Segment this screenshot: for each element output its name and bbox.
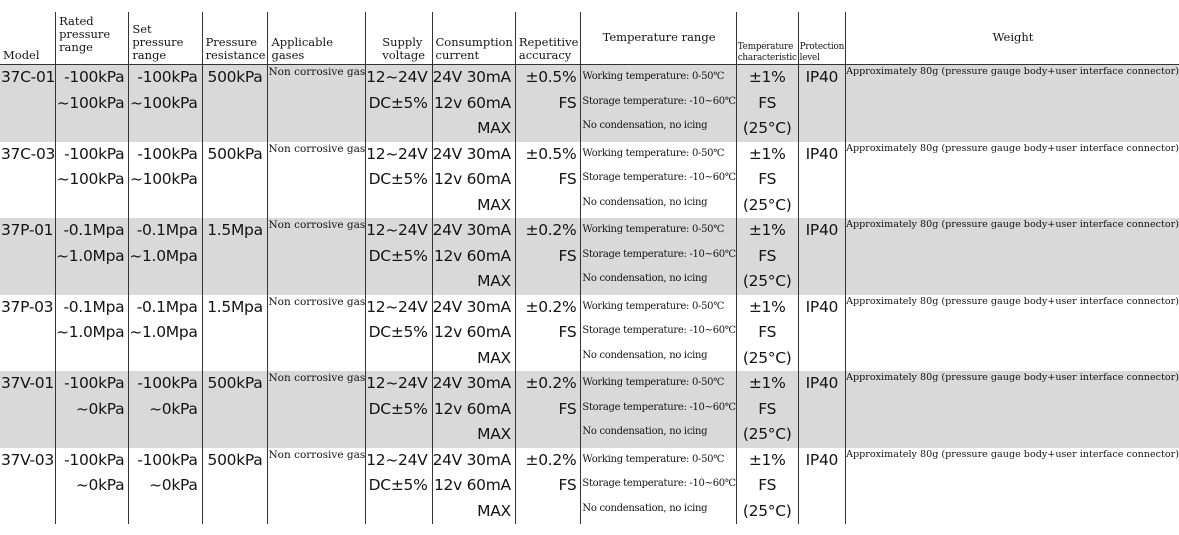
- pressure-resistance-cell: 500kPa: [202, 142, 268, 219]
- temperature-range-line: Working temperature: 0-50℃: [582, 71, 725, 82]
- protection-level-cell: IP40: [798, 295, 845, 372]
- consumption-current-line: 12v 60mA: [433, 399, 511, 418]
- consumption-current-cell: [432, 448, 515, 525]
- temperature-characteristic-line: ±1%: [748, 450, 786, 469]
- temperature-characteristic-line: (25°C): [742, 348, 792, 367]
- consumption-current-line: 24V 30mA: [432, 221, 511, 239]
- temperature-characteristic-cell: [736, 218, 798, 295]
- header-set-pressure: Set pressure range: [129, 12, 202, 65]
- supply-voltage-line: 12~24V: [366, 144, 428, 163]
- rated-pressure-cell: [56, 371, 129, 448]
- set-pressure-cell: [129, 371, 202, 448]
- table-row: [0, 65, 1179, 142]
- table-row: [0, 295, 1179, 372]
- temperature-range-line: Storage temperature: -10~60℃: [582, 95, 736, 107]
- consumption-current-cell: [432, 142, 515, 219]
- set-pressure-cell: [129, 448, 202, 525]
- repetitive-accuracy-cell: [515, 295, 581, 372]
- rated-pressure-line: ~0kPa: [75, 399, 125, 418]
- repetitive-accuracy-cell: [515, 65, 581, 142]
- temperature-characteristic-line: FS: [758, 246, 777, 265]
- set-pressure-line: -100kPa: [137, 68, 198, 86]
- weight-cell: Approximately 80g (pressure gauge body+user interface connector): [846, 295, 1179, 372]
- weight-cell: Approximately 80g (pressure gauge body+user interface connector): [846, 142, 1179, 219]
- temperature-characteristic-line: (25°C): [742, 501, 792, 520]
- consumption-current-line: 24V 30mA: [432, 68, 511, 86]
- protection-level-cell: IP40: [798, 218, 845, 295]
- supply-voltage-line: 12~24V: [366, 374, 428, 392]
- set-pressure-line: ~0kPa: [149, 476, 198, 494]
- header-applicable-gases: Applicable gases: [268, 12, 366, 65]
- temperature-range-cell: [581, 295, 736, 372]
- temperature-range-line: Working temperature: 0-50℃: [582, 300, 725, 312]
- temperature-range-line: Storage temperature: -10~60℃: [582, 248, 736, 260]
- repetitive-accuracy-line: FS: [558, 170, 577, 188]
- repetitive-accuracy-line: ±0.2%: [525, 450, 577, 469]
- weight-cell: Approximately 80g (pressure gauge body+user interface connector): [846, 371, 1179, 448]
- applicable-gases-cell: Non corrosive gas: [268, 142, 366, 219]
- repetitive-accuracy-line: ±0.2%: [525, 297, 577, 316]
- table-row: [0, 142, 1179, 219]
- supply-voltage-line: DC±5%: [368, 93, 428, 112]
- applicable-gases-cell: Non corrosive gas: [268, 295, 366, 372]
- temperature-characteristic-line: (25°C): [742, 195, 792, 214]
- consumption-current-line: MAX: [477, 348, 511, 367]
- model-cell: 37C-01: [0, 65, 56, 142]
- supply-voltage-cell: [366, 371, 432, 448]
- header-consumption-current: Consumption current: [432, 12, 515, 65]
- rated-pressure-line: ~100kPa: [56, 93, 125, 112]
- consumption-current-line: 24V 30mA: [432, 297, 511, 316]
- protection-level-cell: IP40: [798, 371, 845, 448]
- consumption-current-line: MAX: [477, 119, 511, 137]
- temperature-range-line: Working temperature: 0-50℃: [582, 224, 725, 235]
- set-pressure-line: ~1.0Mpa: [129, 323, 198, 341]
- consumption-current-cell: [432, 65, 515, 142]
- pressure-resistance-cell: 500kPa: [202, 448, 268, 525]
- repetitive-accuracy-line: ±0.5%: [525, 144, 577, 163]
- supply-voltage-cell: [366, 448, 432, 525]
- header-supply-voltage: Supply voltage: [366, 12, 432, 65]
- repetitive-accuracy-line: FS: [558, 399, 577, 418]
- temperature-range-line: Storage temperature: -10~60℃: [582, 401, 736, 413]
- consumption-current-line: MAX: [477, 425, 511, 443]
- repetitive-accuracy-line: ±0.5%: [525, 68, 577, 86]
- weight-cell: Approximately 80g (pressure gauge body+user interface connector): [846, 218, 1179, 295]
- table-row: [0, 218, 1179, 295]
- protection-level-cell: IP40: [798, 142, 845, 219]
- protection-level-cell: IP40: [798, 65, 845, 142]
- applicable-gases-cell: Non corrosive gas: [268, 218, 366, 295]
- protection-level-cell: IP40: [798, 448, 845, 525]
- header-protection-level: Protection level: [798, 12, 845, 65]
- temperature-characteristic-cell: [736, 295, 798, 372]
- temperature-characteristic-cell: [736, 448, 798, 525]
- repetitive-accuracy-line: ±0.2%: [525, 374, 577, 392]
- repetitive-accuracy-cell: [515, 142, 581, 219]
- temperature-characteristic-line: FS: [758, 476, 777, 494]
- rated-pressure-line: ~100kPa: [56, 170, 125, 188]
- supply-voltage-line: DC±5%: [368, 323, 428, 341]
- rated-pressure-line: -100kPa: [64, 450, 125, 469]
- applicable-gases-cell: Non corrosive gas: [268, 371, 366, 448]
- consumption-current-line: 12v 60mA: [433, 170, 511, 188]
- model-cell: 37V-01: [0, 371, 56, 448]
- repetitive-accuracy-cell: [515, 371, 581, 448]
- header-pressure-resistance: Pressure resistance: [202, 12, 268, 65]
- pressure-resistance-cell: 500kPa: [202, 65, 268, 142]
- set-pressure-line: ~100kPa: [129, 170, 198, 188]
- temperature-range-cell: [581, 142, 736, 219]
- temperature-characteristic-line: FS: [758, 399, 777, 418]
- pressure-resistance-cell: 1.5Mpa: [202, 295, 268, 372]
- rated-pressure-line: ~1.0Mpa: [56, 246, 125, 265]
- temperature-characteristic-line: (25°C): [742, 119, 792, 137]
- model-cell: 37P-01: [0, 218, 56, 295]
- consumption-current-cell: [432, 218, 515, 295]
- consumption-current-line: 12v 60mA: [433, 476, 511, 494]
- rated-pressure-cell: [56, 142, 129, 219]
- set-pressure-line: -0.1Mpa: [136, 297, 198, 316]
- spec-table-body: [0, 65, 1179, 525]
- repetitive-accuracy-line: ±0.2%: [525, 221, 577, 239]
- consumption-current-line: MAX: [477, 195, 511, 214]
- temperature-characteristic-line: FS: [758, 93, 777, 112]
- set-pressure-line: -100kPa: [137, 144, 198, 163]
- header-temperature-range: Temperature range: [581, 12, 736, 65]
- consumption-current-line: 12v 60mA: [433, 93, 511, 112]
- rated-pressure-line: -100kPa: [64, 374, 125, 392]
- model-cell: 37P-03: [1, 297, 54, 316]
- supply-voltage-cell: [366, 142, 432, 219]
- supply-voltage-line: 12~24V: [366, 450, 428, 469]
- repetitive-accuracy-cell: [515, 218, 581, 295]
- rated-pressure-cell: [56, 218, 129, 295]
- temperature-characteristic-cell: [736, 142, 798, 219]
- temperature-range-line: Storage temperature: -10~60℃: [582, 172, 736, 183]
- set-pressure-line: ~1.0Mpa: [129, 246, 198, 265]
- consumption-current-line: 24V 30mA: [432, 450, 511, 469]
- temperature-range-line: Working temperature: 0-50℃: [582, 453, 725, 465]
- model-cell: 37V-03: [1, 450, 54, 469]
- temperature-characteristic-line: FS: [758, 170, 777, 188]
- header-model: Model: [0, 12, 56, 65]
- temperature-characteristic-line: FS: [758, 323, 777, 341]
- temperature-characteristic-line: ±1%: [748, 297, 786, 316]
- temperature-characteristic-line: ±1%: [748, 144, 786, 163]
- pressure-resistance-cell: 1.5Mpa: [202, 218, 268, 295]
- set-pressure-cell: [129, 218, 202, 295]
- supply-voltage-line: DC±5%: [368, 246, 428, 265]
- table-row: [0, 371, 1179, 448]
- supply-voltage-line: DC±5%: [368, 170, 428, 188]
- rated-pressure-line: -100kPa: [64, 144, 125, 163]
- set-pressure-line: -100kPa: [137, 450, 198, 469]
- temperature-characteristic-cell: [736, 371, 798, 448]
- header-weight: Weight: [846, 12, 1179, 65]
- table-row: [0, 448, 1179, 525]
- temperature-range-line: No condensation, no icing: [582, 502, 708, 514]
- temperature-range-line: No condensation, no icing: [582, 426, 708, 437]
- set-pressure-cell: [129, 142, 202, 219]
- consumption-current-line: 12v 60mA: [433, 323, 511, 341]
- set-pressure-line: -0.1Mpa: [136, 221, 198, 239]
- temperature-range-cell: [581, 218, 736, 295]
- temperature-characteristic-line: ±1%: [748, 374, 786, 392]
- supply-voltage-line: DC±5%: [368, 476, 428, 494]
- rated-pressure-line: ~0kPa: [75, 476, 125, 494]
- rated-pressure-cell: [56, 295, 129, 372]
- rated-pressure-line: -0.1Mpa: [63, 297, 125, 316]
- temperature-range-cell: [581, 371, 736, 448]
- rated-pressure-line: ~1.0Mpa: [56, 323, 125, 341]
- temperature-range-line: No condensation, no icing: [582, 120, 708, 131]
- supply-voltage-cell: [366, 295, 432, 372]
- temperature-characteristic-cell: [736, 65, 798, 142]
- repetitive-accuracy-line: FS: [558, 323, 577, 341]
- set-pressure-line: ~100kPa: [129, 93, 198, 112]
- temperature-range-line: Storage temperature: -10~60℃: [582, 325, 736, 336]
- set-pressure-line: -100kPa: [137, 374, 198, 392]
- pressure-resistance-cell: 500kPa: [202, 371, 268, 448]
- set-pressure-cell: [129, 295, 202, 372]
- spec-table: [0, 12, 1179, 524]
- consumption-current-line: 12v 60mA: [433, 246, 511, 265]
- rated-pressure-line: -0.1Mpa: [63, 221, 125, 239]
- supply-voltage-line: DC±5%: [368, 399, 428, 418]
- consumption-current-line: MAX: [477, 272, 511, 290]
- temperature-characteristic-line: (25°C): [742, 425, 792, 443]
- set-pressure-line: ~0kPa: [149, 399, 198, 418]
- consumption-current-cell: [432, 371, 515, 448]
- header-row: [0, 12, 1179, 65]
- consumption-current-line: 24V 30mA: [432, 374, 511, 392]
- temperature-range-line: No condensation, no icing: [582, 273, 708, 284]
- applicable-gases-cell: Non corrosive gas: [268, 448, 366, 525]
- supply-voltage-cell: [366, 65, 432, 142]
- repetitive-accuracy-cell: [515, 448, 581, 525]
- header-rated-pressure: Rated pressure range: [56, 12, 129, 65]
- repetitive-accuracy-line: FS: [558, 93, 577, 112]
- consumption-current-line: 24V 30mA: [432, 144, 511, 163]
- consumption-current-line: MAX: [477, 501, 511, 520]
- weight-cell: Approximately 80g (pressure gauge body+user interface connector): [846, 65, 1179, 142]
- temperature-range-line: Working temperature: 0-50℃: [582, 377, 725, 388]
- applicable-gases-cell: Non corrosive gas: [268, 65, 366, 142]
- consumption-current-cell: [432, 295, 515, 372]
- weight-cell: Approximately 80g (pressure gauge body+user interface connector): [846, 448, 1179, 525]
- temperature-range-line: No condensation, no icing: [582, 349, 708, 361]
- supply-voltage-line: 12~24V: [366, 297, 428, 316]
- model-cell: 37C-03: [1, 144, 56, 163]
- temperature-range-line: Working temperature: 0-50℃: [582, 147, 725, 159]
- rated-pressure-cell: [56, 65, 129, 142]
- temperature-range-line: No condensation, no icing: [582, 196, 708, 208]
- repetitive-accuracy-line: FS: [558, 246, 577, 265]
- temperature-characteristic-line: ±1%: [748, 221, 786, 239]
- header-repetitive-accuracy: Repetitive accuracy: [515, 12, 581, 65]
- temperature-range-cell: [581, 448, 736, 525]
- supply-voltage-line: 12~24V: [366, 221, 428, 239]
- temperature-characteristic-line: (25°C): [742, 272, 792, 290]
- repetitive-accuracy-line: FS: [558, 476, 577, 494]
- supply-voltage-cell: [366, 218, 432, 295]
- rated-pressure-cell: [56, 448, 129, 525]
- rated-pressure-line: -100kPa: [64, 68, 125, 86]
- set-pressure-cell: [129, 65, 202, 142]
- temperature-range-line: Storage temperature: -10~60℃: [582, 478, 736, 489]
- header-temperature-characteristic: Temperature characteristic: [736, 12, 798, 65]
- supply-voltage-line: 12~24V: [366, 68, 428, 86]
- temperature-range-cell: [581, 65, 736, 142]
- temperature-characteristic-line: ±1%: [748, 68, 786, 86]
